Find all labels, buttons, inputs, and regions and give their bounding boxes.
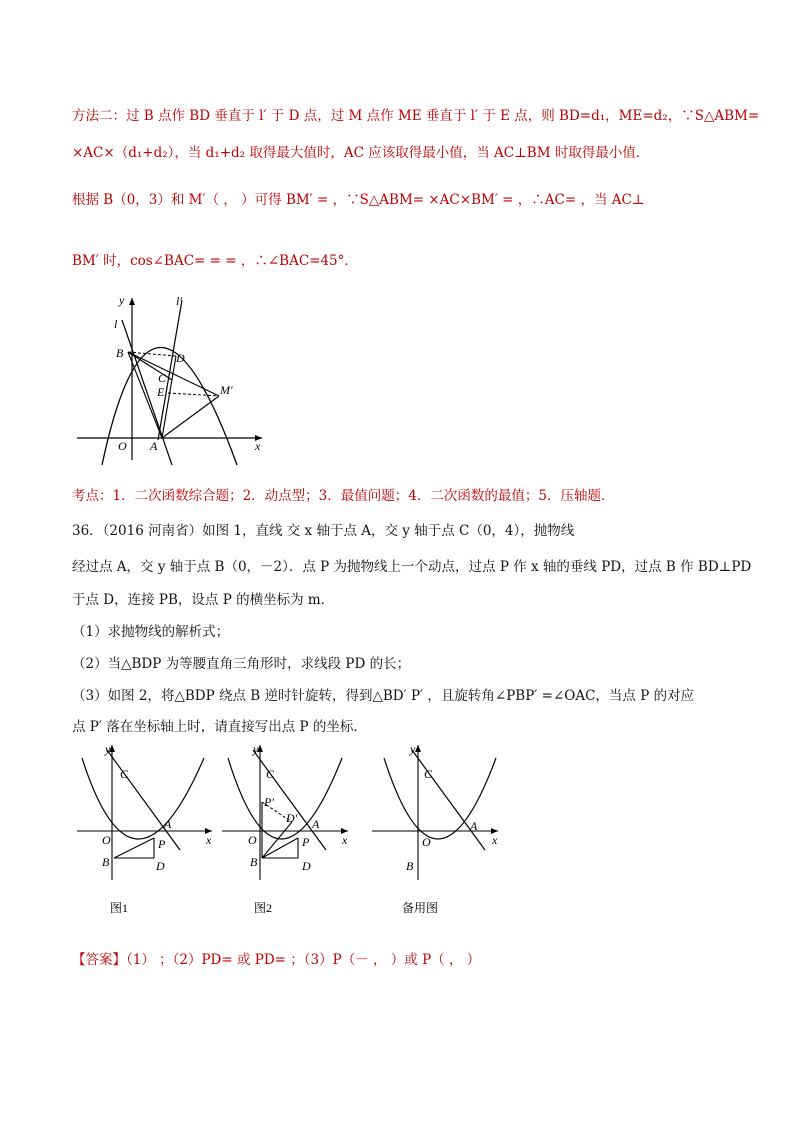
parabola (228, 758, 342, 839)
caption-fig2: 图2 (254, 901, 273, 915)
label-E: E (157, 385, 165, 399)
label-y: y (119, 293, 125, 307)
method2-figure (72, 290, 272, 470)
label-A: A (150, 439, 158, 453)
label-P: P (158, 837, 166, 851)
line-l-prime (158, 300, 182, 440)
figure-backup (370, 740, 505, 920)
caption-backup: 备用图 (402, 901, 439, 915)
label-B: B (116, 346, 124, 360)
kaodian: 考点：1．二次函数综合题；2．动点型；3．最值问题；4．二次函数的最值；5．压轴题． (72, 488, 615, 504)
caption-fig1: 图1 (110, 901, 129, 915)
label-D-prime: D′ (286, 811, 298, 825)
label-D: D (156, 859, 165, 873)
label-C: C (424, 767, 433, 781)
answer-tag: 【答案】 (72, 952, 126, 968)
label-C: C (158, 371, 167, 385)
label-D: D (176, 351, 185, 365)
segment-BM (128, 352, 219, 396)
answer-text: （1） ；（2）PD= 或 PD= ；（3）P（－ ， ）或 P（ ， ） (126, 952, 481, 968)
label-x: x (492, 833, 498, 847)
problem36-line2: 经过点 A，交 y 轴于点 B（0，－2）．点 P 为抛物线上一个动点，过点 P 作 x 轴的垂线 PD，过点 B 作 BD⊥PD (72, 559, 752, 575)
method2-line1: 方法二：过 B 点作 BD 垂直于 l′ 于 D 点，过 M 点作 ME 垂直于 l′ 于 E 点，则 BD=d₁，ME=d₂，∵S△ABM= (72, 108, 760, 124)
parabola (384, 758, 496, 839)
label-C: C (120, 767, 129, 781)
figure-2 (220, 740, 355, 920)
label-O: O (422, 835, 431, 849)
label-B: B (250, 855, 258, 869)
label-x: x (255, 439, 261, 453)
label-y: y (410, 742, 416, 756)
label-B: B (102, 855, 110, 869)
label-O: O (248, 833, 257, 847)
figure-1 (72, 740, 217, 920)
label-x: x (206, 833, 212, 847)
question-3b: 点 P′ 落在坐标轴上时，请直接写出点 P 的坐标． (72, 719, 367, 735)
label-x: x (342, 833, 348, 847)
label-C: C (266, 767, 275, 781)
method2-line3: 根据 B（0，3）和 M′（ ， ）可得 BM′ = ，∵S△ABM= ×AC×BM′ = ，∴AC= ，当 AC⊥ (72, 192, 645, 208)
label-B: B (406, 859, 414, 873)
label-M-prime: M′ (220, 383, 233, 397)
question-1: （1）求抛物线的解析式； (72, 624, 230, 640)
problem36-line1: 36．（2016 河南省）如图 1，直线 交 x 轴于点 A，交 y 轴于点 C（0，4），抛物线 (72, 523, 575, 539)
question-3a: （3）如图 2，将△BDP 绕点 B 逆时针旋转，得到△BD′ P′ ，且旋转角∠PBP′ =∠OAC，当点 P 的对应 (72, 688, 695, 704)
problem36-line3: 于点 D，连接 PB，设点 P 的横坐标为 m． (72, 592, 335, 608)
segment-AM (162, 396, 219, 438)
label-D: D (302, 859, 311, 873)
line-AC (107, 750, 180, 850)
label-A: A (164, 817, 172, 831)
label-l: l (114, 317, 118, 331)
label-O: O (102, 833, 111, 847)
label-l-prime: l′ (176, 294, 182, 308)
answer-line (72, 950, 480, 970)
label-A: A (470, 819, 478, 833)
label-y: y (105, 742, 111, 756)
method2-line2: ×AC×（d₁+d₂），当 d₁+d₂ 取得最大值时，AC 应该取得最小值，当 AC⊥BM 时取得最小值． (72, 145, 650, 161)
label-O: O (118, 439, 127, 453)
line-l (122, 320, 172, 465)
segment-ME (168, 393, 219, 396)
label-P: P (302, 835, 310, 849)
y-axis-arrow (129, 298, 135, 305)
segment-PB (114, 838, 154, 858)
label-P-prime: P′ (264, 795, 274, 809)
method2-line4: BM′ 时，cos∠BAC= = = ，∴∠BAC=45°． (72, 253, 358, 269)
label-A: A (312, 817, 320, 831)
question-2: （2）当△BDP 为等腰直角三角形时，求线段 PD 的长； (72, 656, 411, 672)
label-y: y (253, 742, 259, 756)
